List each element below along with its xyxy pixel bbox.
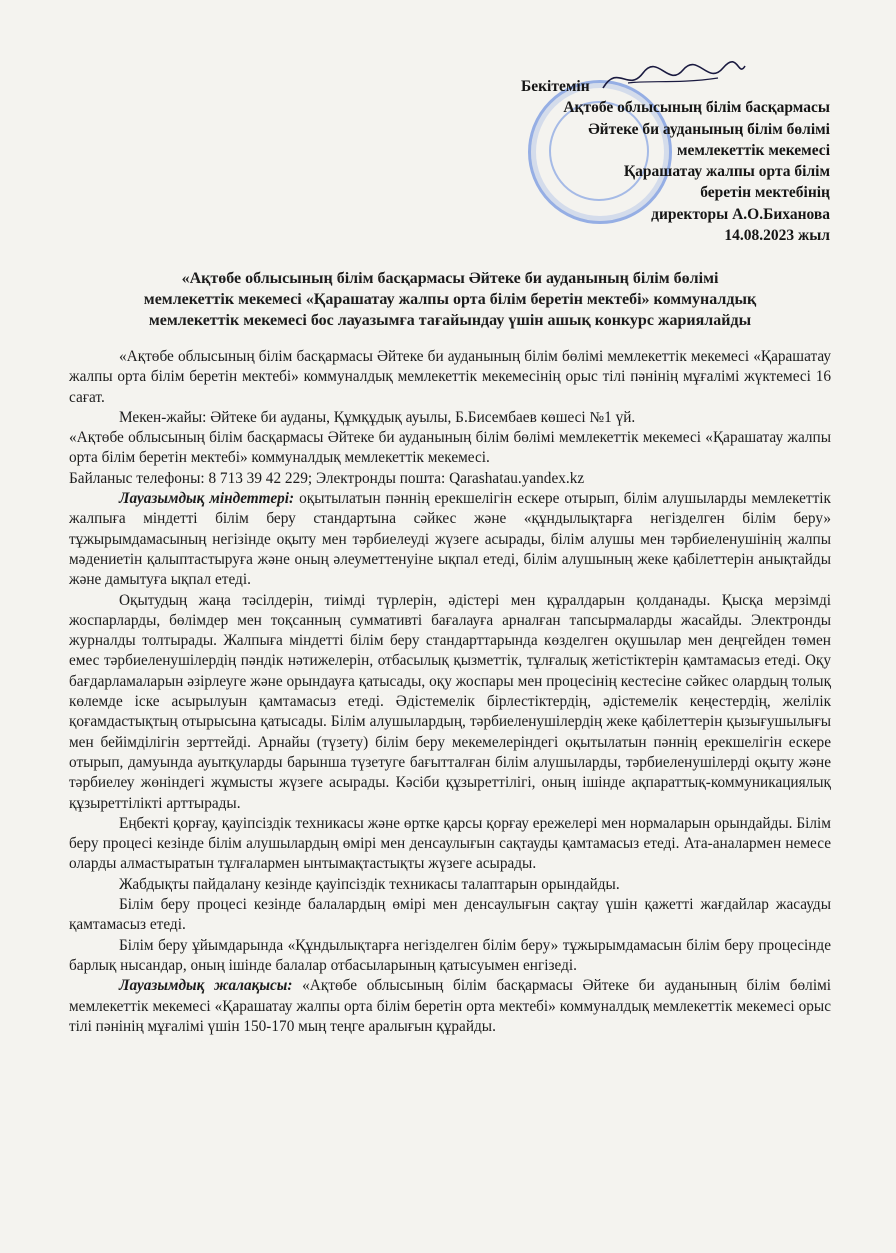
paragraph: Білім беру ұйымдарында «Құндылықтарға негізделген білім беру» тұжырымдамасын білім беру процесінде барлық нысандар, оның ішінде балалар отбасыларының қатысуымен енгізеді. <box>69 936 831 974</box>
approval-line: мемлекеттік мекемесі <box>676 141 830 159</box>
paragraph: «Ақтөбе облысының білім басқармасы Әйтеке би ауданының білім бөлімі мемлекеттік мекемесі «Қарашатау жалпы орта білім беретін мектебі» коммуналдық мемлекеттік мекемесі. <box>69 429 831 467</box>
approval-date: 14.08.2023 жыл <box>724 227 830 245</box>
paragraph: «Ақтөбе облысының білім басқармасы Әйтеке би ауданының білім бөлімі мемлекеттік мекемесі «Қарашатау жалпы орта білім беретін мектебі» коммуналдық мемлекеттік мекемесінің орыс тілі пәнінің мұғалімі жүктемесі 16 сағат. <box>69 348 831 406</box>
approval-line: Әйтеке би ауданының білім бөлімі <box>588 120 830 138</box>
title-line: «Ақтөбе облысының білім басқармасы Әйтеке би ауданының білім бөлімі <box>181 270 719 287</box>
document-title <box>110 268 790 331</box>
paragraph: Оқытудың жаңа тәсілдерін, тиімді түрлерін, әдістері мен құралдарын қолданады. Қысқа мерзімді жоспарларды, бөлімдер мен тоқсанның суммативті бағалауға арналған тапсырмаларды жасайды. Электронды журналды толтырады. Жалпыға міндетті білім беру стандарттарында көзделген оқушылар мен деңгейден төмен емес тәрбиеленушілердің пәндік нәтижелерін, отбасылық қызметтік, тұлғалық жетістіктерін қамтамасыз етеді. Оқу бағдарламаларын әзірлеуге және орындауға қатысады, оқу жоспары мен процесінің кестесіне сәйкес олардың толық көлемде іске асырылуын қамтамасыз етеді. Әдістемелік бірлестіктердің, әдістемелік кеңестердің, желілік қоғамдастықтың отырысына қатысады. Білім алушылардың, тәрбиеленушілердің жеке қабілеттерін қызығушылығы мен бейімділігін зерттейді. Арнайы (түзету) білім беру мекемелеріндегі оқытылатын пәннің ерекшелігін ескере отырып, дамуында ауытқуларды барынша түзетуге бағытталған білім алушыларды, тәрбиеленушілерді оқыту және тәрбиелеу жөніндегі жұмысты жүзеге асырады. Кәсіби құзыреттілігі, оның ішінде ақпараттық-коммуникациялық құзыреттілікті арттырады. <box>69 591 831 812</box>
duties-paragraph <box>69 489 831 590</box>
title-line: мемлекеттік мекемесі «Қарашатау жалпы орта білім беретін мектебі» коммуналдық <box>143 291 757 308</box>
salary-text: «Ақтөбе облысының білім басқармасы Әйтеке би ауданының білім бөлімі мемлекеттік мекемесі «Қарашатау жалпы орта білім беретін орта мектебі» коммуналдық мемлекеттік мекемесі орыс тілі пәнінің мұғалімі үшін 150-170 мың теңге аралығын құрайды. <box>69 977 831 1035</box>
approval-line: Бекітемін <box>521 78 590 95</box>
paragraph: Білім беру процесі кезінде балалардың өмірі мен денсаулығын сақтау үшін қажетті жағдайлар жасауды қамтамасыз етеді. <box>69 896 831 934</box>
duties-text: оқытылатын пәннің ерекшелігін ескере отырып, білім алушыларды мемлекеттік жалпыға міндетті білім беру стандартына сәйкес және «құндылықтарға негізделген білім беру» тұжырымдамасының негізінде оқыту мен тәрбиелеуді жүзеге асырады, білім алушы мен тәрбиеленушінің жалпы мәдениетін қалыптастыруға және оның әлеуметтенуіне ықпал етеді, білім алушының жеке қабілеттерін анықтайды және дамытуға ықпал етеді. <box>69 490 831 589</box>
approval-block <box>505 76 830 246</box>
salary-label: Лауазымдық жалақысы: <box>119 977 293 995</box>
duties-label: Лауазымдық міндеттері: <box>119 490 295 508</box>
paragraph: Еңбекті қорғау, қауіпсіздік техникасы және өртке қарсы қорғау ережелері мен нормаларын орындайды. Білім беру процесі кезінде білім алушылардың өмірі мен денсаулығын сақтауды қамтамасыз етеді. Ата-аналармен немесе оларды алмастыратын тұлғалармен ынтымақтастықты жүзеге асырады. <box>69 814 831 873</box>
approval-line: директоры А.О.Биханова <box>651 205 830 223</box>
approval-line: Ақтөбе облысының білім басқармасы <box>563 99 830 117</box>
paragraph: Жабдықты пайдалану кезінде қауіпсіздік техникасы талаптарын орындайды. <box>119 875 620 893</box>
approval-line: беретін мектебінің <box>700 184 830 202</box>
contact-line: Байланыс телефоны: 8 713 39 42 229; Электронды пошта: Qarashatau.yandex.kz <box>69 469 585 487</box>
title-line: мемлекеттік мекемесі бос лауазымға тағайындау үшін ашық конкурс жариялайды <box>148 312 752 329</box>
document-body <box>69 347 831 1037</box>
address-line: Мекен-жайы: Әйтеке би ауданы, Құмқұдық ауылы, Б.Бисембаев көшесі №1 үй. <box>119 408 636 426</box>
approval-line: Қарашатау жалпы орта білім <box>623 163 830 181</box>
salary-paragraph <box>69 976 831 1037</box>
